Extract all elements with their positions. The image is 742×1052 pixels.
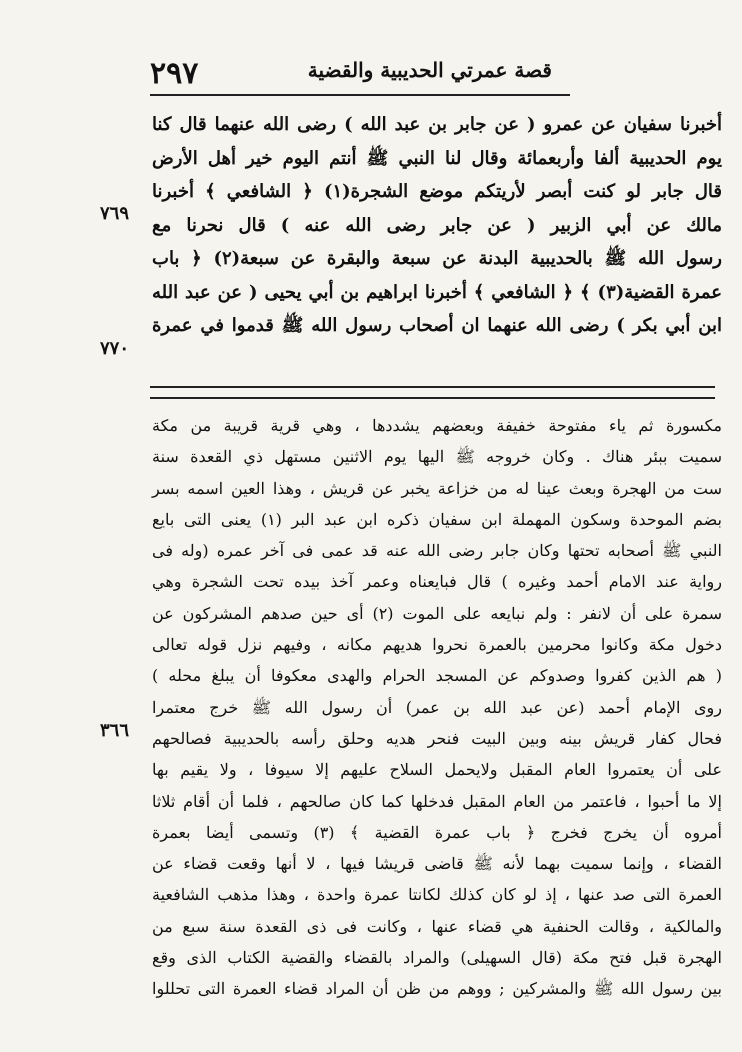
footnote-line: مكسورة ثم ياء مفتوحة خفيفة وبعضهم يشددها ، وهي قرية قريبة من مكة <box>152 416 722 435</box>
footnote-line: العمرة التى صد عنها ، إذ لو كان كذلك لكانتا عمرة واحدة ، وهذا مذهب الشافعية <box>152 885 722 905</box>
header-rule <box>150 94 570 96</box>
footnote-line: الهجرة قبل فتح مكة (قال السهيلى) والمراد بالقضاء والقضية الكتاب الذى وقع <box>152 948 722 968</box>
main-text-line: يوم الحديبية ألفا وأربعمائة وقال لنا النبي ﷺ أنتم اليوم خير أهل الأرض <box>152 147 722 169</box>
page-number: ٢٩٧ <box>150 56 199 91</box>
margin-hadith-number: ٧٦٩ <box>100 203 130 224</box>
footnote-line: إلا ما أحبوا ، فاعتمر من العام المقبل فدخلها كما كان صالحهم ، فلما أن أقام ثلاثا <box>152 791 722 811</box>
footnote-line: رواية عند الامام أحمد وغيره ) قال فبايعناه وعمر آخذ بيده تحت الشجرة وهي <box>152 572 722 592</box>
footnote-line: سميت ببئر هناك . وكان خروجه ﷺ اليها يوم الاثنين مستهل ذي القعدة سنة <box>152 447 722 467</box>
footnote-line: ست من الهجرة وبعث عينا له من خزاعة يخبر عن قريش ، وهذا العين اسمه بسر <box>152 478 722 498</box>
footnotes-body <box>152 410 722 1005</box>
footnote-separator-rule <box>150 397 715 399</box>
main-text-line: مالك عن أبي الزبير ( عن جابر رضى الله عنه ) قال نحرنا مع <box>152 214 722 236</box>
footnote-line: على أن يعتمروا العام المقبل ولايحمل السلاح عليهم إلا سيوفا ، ولا يقيم بها <box>152 760 722 780</box>
main-text-line: ابن أبي بكر ) رضى الله عنهما ان أصحاب رسول الله ﷺ قدموا في عمرة <box>152 315 722 336</box>
main-text-line: أخبرنا سفيان عن عمرو ( عن جابر بن عبد الله ) رضى الله عنهما قال كنا <box>152 114 722 135</box>
footnote-line: فحال كفار قريش بينه وبين البيت فنحر هديه وحلق رأسه بالحديبية فصالحهم <box>152 728 722 748</box>
footnote-line: دخول مكة وكانوا محرمين بالعمرة نحروا هديهم مكانه ، وفيهم نزل قوله تعالى <box>152 635 722 655</box>
main-text-line: رسول الله ﷺ بالحديبية البدنة عن سبعة والبقرة عن سبعة(٢) ﴿ باب <box>152 248 722 269</box>
running-title: قصة عمرتي الحديبية والقضية <box>307 58 552 82</box>
footnote-line: النبي ﷺ أصحابه تحتها وكان جابر رضى الله عنه قد عمى فى آخر عمره (وله فى <box>152 541 723 561</box>
footnote-separator-rule <box>150 386 715 388</box>
footnote-line: سمرة على أن لانفر : ولم نبايعه على الموت (٢) أى حين صدهم المشركون عن <box>152 603 722 623</box>
margin-hadith-number: ٧٧٠ <box>100 338 130 359</box>
footnote-line: بضم الموحدة وسكون المهملة ابن سفيان ذكره ابن عبد البر (١) يعنى التى بايع <box>152 509 722 529</box>
footnote-line: بين رسول الله ﷺ والمشركين ; ووهم من ظن أن المراد قضاء العمرة التى تحللوا <box>152 979 722 999</box>
footnote-line: ( هم الذين كفروا وصدوكم عن المسجد الحرام والهدى معكوفا أن يبلغ محله ) <box>152 666 722 686</box>
main-text-body <box>152 108 722 343</box>
footnote-line: روى الإمام أحمد (عن عبد الله بن عمر) أن رسول الله ﷺ خرج معتمرا <box>152 697 722 717</box>
footnote-line: والمالكية ، وقالت الحنفية هي قضاء عنها ، وكانت فى ذى القعدة سنة سبع من <box>152 916 722 936</box>
main-text-line: عمرة القضية(٣) ﴾ ﴿ الشافعي ﴾ أخبرنا ابراهيم بن أبي يحيى ( عن عبد الله <box>152 281 722 303</box>
main-text-line: قال جابر لو كنت أبصر لأريتكم موضع الشجرة(١) ﴿ الشافعي ﴾ أخبرنا <box>152 181 722 202</box>
footnote-line: أمروه أن يخرج فخرج ﴿ باب عمرة القضية ﴾ (٣) وتسمى أيضا بعمرة <box>152 822 722 842</box>
margin-hadith-number: ٣٦٦ <box>100 720 130 741</box>
footnote-line: القضاء ، وإنما سميت بهما لأنه ﷺ قاضى قريشا فيها ، لا أنها وقعت قضاء عن <box>152 854 722 874</box>
